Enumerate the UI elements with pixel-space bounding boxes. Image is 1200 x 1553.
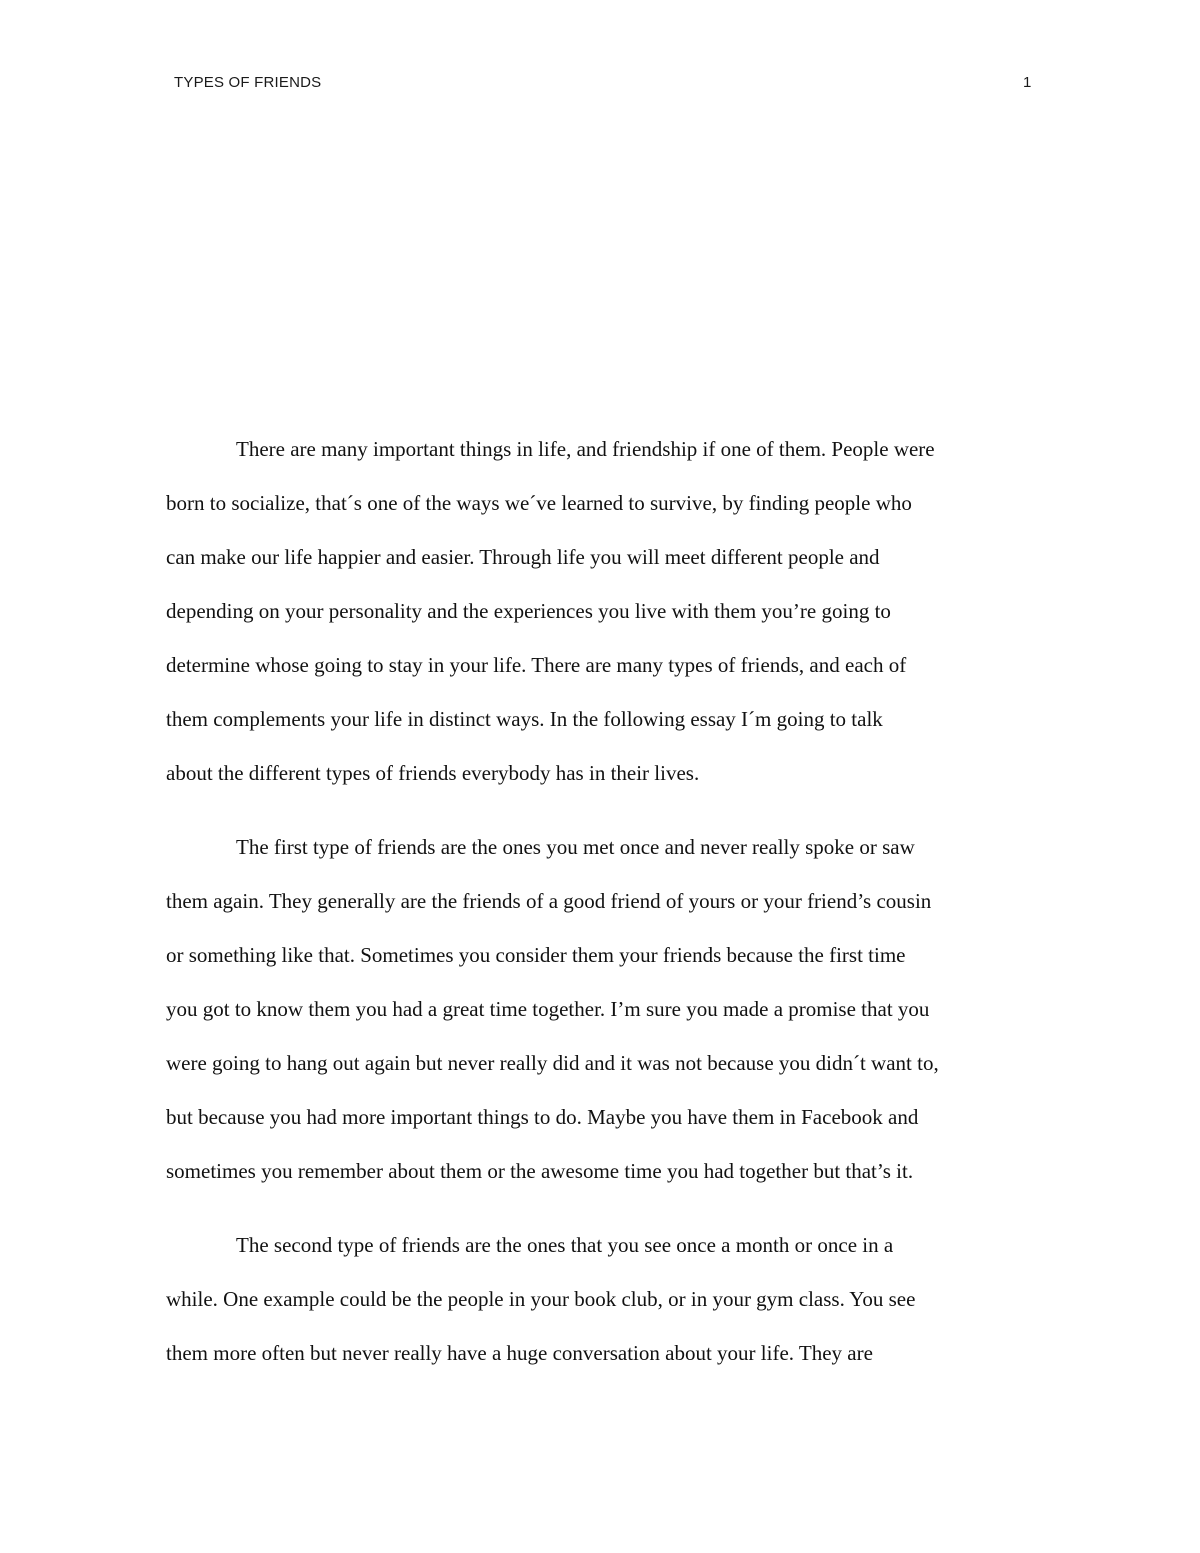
paragraph-line: depending on your personality and the experiences you live with them you’re going to [166,599,891,623]
paragraph-line: them more often but never really have a huge conversation about your life. They are [166,1341,873,1365]
paragraph-line: but because you had more important things to do. Maybe you have them in Facebook and [166,1105,919,1129]
paragraph-line: born to socialize, that´s one of the ways we´ve learned to survive, by finding people who [166,491,912,515]
paragraph-line: while. One example could be the people in your book club, or in your gym class. You see [166,1287,916,1311]
paragraph-line: can make our life happier and easier. Through life you will meet different people and [166,545,880,569]
paragraph-line: about the different types of friends everybody has in their lives. [166,761,700,785]
paragraph-line: The first type of friends are the ones you met once and never really spoke or saw [236,835,915,859]
paragraph-line: The second type of friends are the ones that you see once a month or once in a [236,1233,894,1257]
paragraph-line: them complements your life in distinct ways. In the following essay I´m going to talk [166,707,883,731]
paragraph-line: sometimes you remember about them or the awesome time you had together but that’s it. [166,1159,914,1183]
paragraph-line: them again. They generally are the friends of a good friend of yours or your friend’s cousin [166,889,932,913]
running-head: TYPES OF FRIENDS [174,74,322,91]
paragraph-line: determine whose going to stay in your life. There are many types of friends, and each of [166,653,907,677]
paragraph-line: were going to hang out again but never really did and it was not because you didn´t want to, [166,1051,939,1075]
paragraph-line: There are many important things in life, and friendship if one of them. People were [236,437,935,461]
paragraph-line: you got to know them you had a great time together. I’m sure you made a promise that you [166,997,930,1021]
page-number: 1 [1023,74,1032,91]
paragraph-line: or something like that. Sometimes you consider them your friends because the first time [166,943,906,967]
